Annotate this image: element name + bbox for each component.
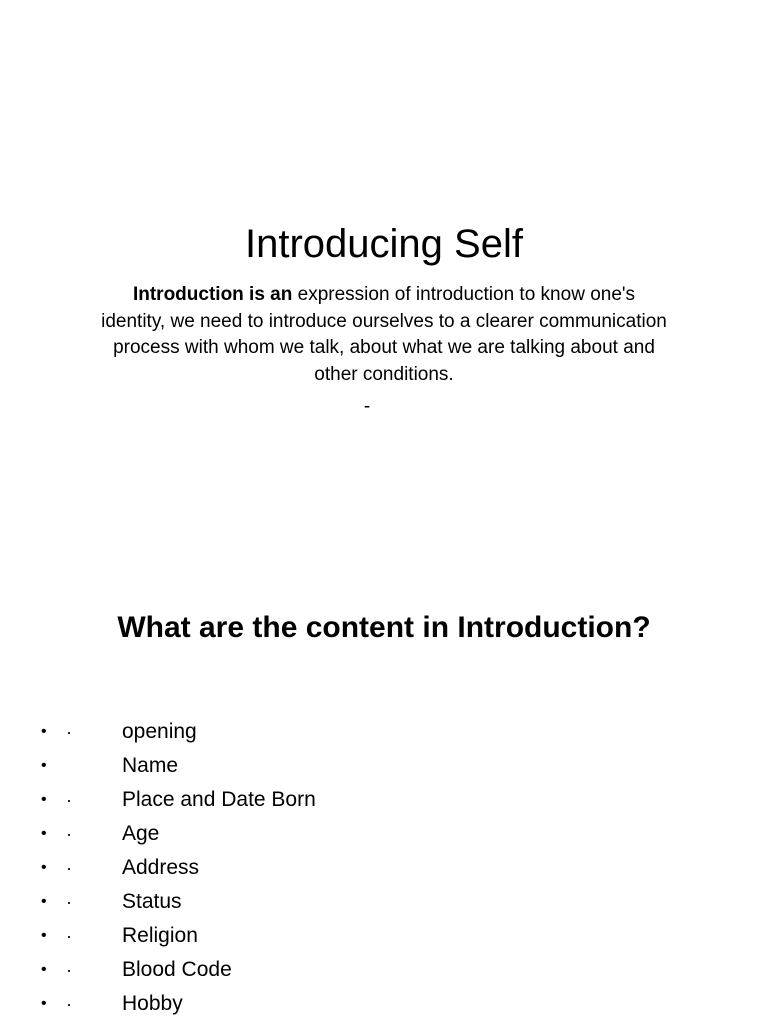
list-item-label: Address xyxy=(122,856,200,879)
slide-title: Introducing Self xyxy=(245,222,523,266)
dot-marker: · xyxy=(66,892,72,912)
list-item-place-date-born xyxy=(0,783,768,817)
list-item-label: opening xyxy=(122,720,197,743)
dot-marker: · xyxy=(66,790,72,810)
list-item-label: Religion xyxy=(122,924,198,947)
slide-heading: What are the content in Introduction? xyxy=(117,611,651,644)
bullet-icon: • xyxy=(41,961,47,978)
bullet-icon: • xyxy=(41,859,47,876)
bullet-icon: • xyxy=(41,927,47,944)
content-list xyxy=(0,715,768,1021)
list-item-label: Name xyxy=(122,754,179,777)
list-item-label: Place and Date Born xyxy=(122,788,316,811)
slide-introduction-content xyxy=(0,512,768,1024)
bullet-icon: • xyxy=(41,825,47,842)
dot-marker: · xyxy=(66,824,72,844)
bullet-icon: • xyxy=(41,791,47,808)
list-item-label: Hobby xyxy=(122,992,183,1015)
dot-marker: · xyxy=(66,722,72,742)
dash-separator: - xyxy=(363,396,371,417)
paragraph-rest: expression of introduction to know one's identity, we need to introduce ourselves to a clearer communication process with whom we talk, about what we are talking about and other conditions. xyxy=(101,284,667,385)
list-item-label: Blood Code xyxy=(122,958,232,981)
list-item-label: Status xyxy=(122,890,182,913)
list-item-religion xyxy=(0,919,768,953)
bullet-icon: • xyxy=(41,757,47,774)
dot-marker: · xyxy=(66,994,72,1014)
dot-marker: · xyxy=(66,960,72,980)
introduction-paragraph xyxy=(100,282,668,388)
list-item-hobby xyxy=(0,987,768,1021)
list-item-opening xyxy=(0,715,768,749)
dot-marker: · xyxy=(66,858,72,878)
list-item-label: Age xyxy=(122,822,160,845)
paragraph-lead-bold: Introduction is an xyxy=(132,284,293,305)
list-item-status xyxy=(0,885,768,919)
list-item-age xyxy=(0,817,768,851)
bullet-icon: • xyxy=(41,995,47,1012)
bullet-icon: • xyxy=(41,893,47,910)
list-item-address xyxy=(0,851,768,885)
list-item-name xyxy=(0,749,768,783)
dot-marker: · xyxy=(66,926,72,946)
bullet-icon: • xyxy=(41,723,47,740)
list-item-blood-code xyxy=(0,953,768,987)
